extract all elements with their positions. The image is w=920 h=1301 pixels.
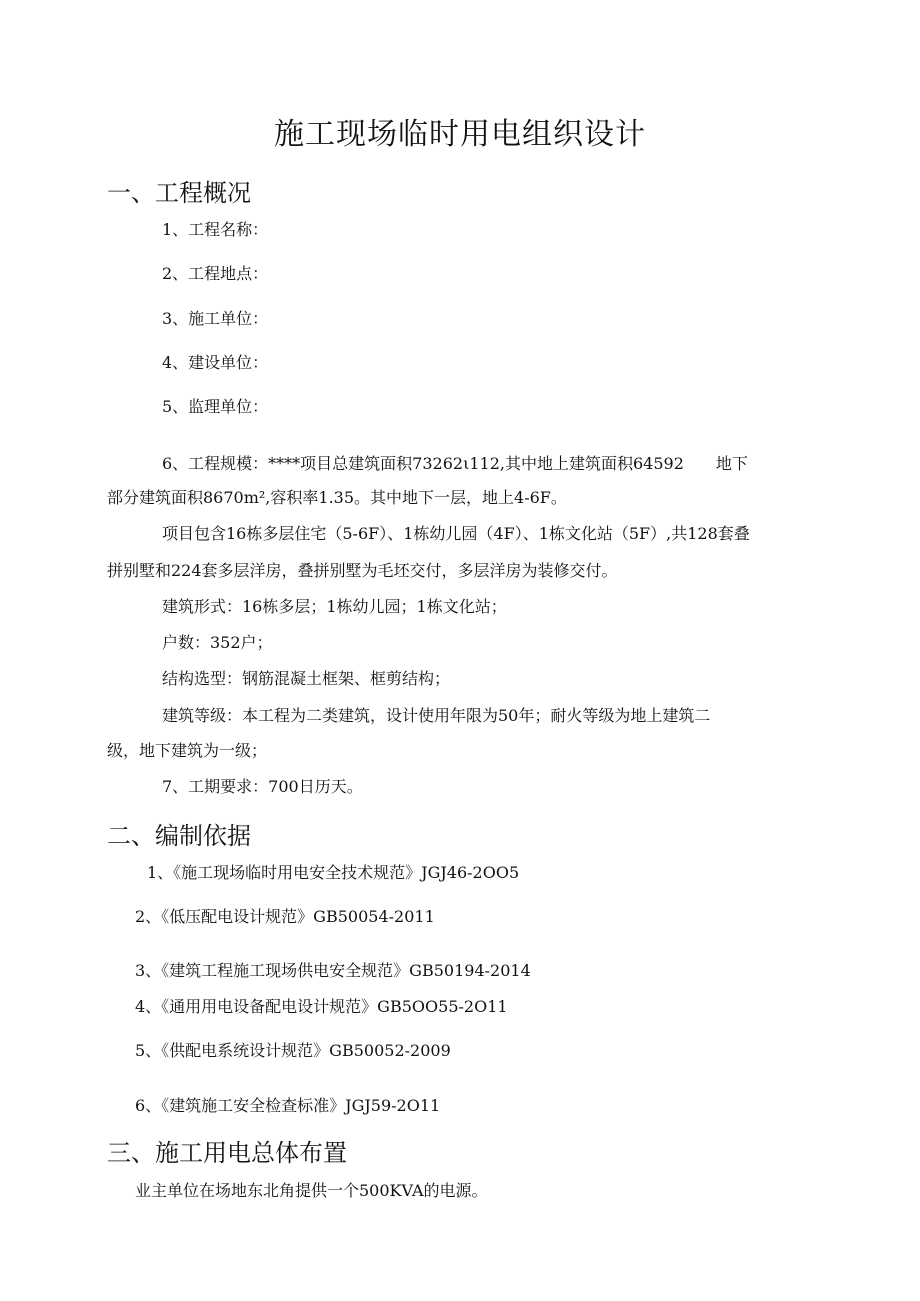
project-location-item: 2、工程地点： (162, 264, 269, 283)
section-2-heading: 二、编制依据 (107, 822, 251, 850)
structure-type: 结构选型：钢筋混凝土框架、框剪结构； (162, 669, 451, 688)
basis-item-4: 4、《通用用电设备配电设计规范》GB5OO55-2O11 (135, 997, 508, 1016)
developer-unit-item: 4、建设单位： (162, 353, 269, 372)
households: 户数：352户； (162, 633, 273, 652)
section-3-heading: 三、施工用电总体布置 (107, 1139, 347, 1167)
construction-unit-item: 3、施工单位： (162, 309, 269, 328)
power-supply-text: 业主单位在场地东北角提供一个500KVA的电源。 (135, 1181, 488, 1200)
building-form: 建筑形式：16栋多层；1栋幼儿园；1栋文化站； (162, 597, 507, 616)
basis-item-1: 1、《施工现场临时用电安全技术规范》JGJ46-2OO5 (147, 863, 520, 882)
project-scale-line-2: 部分建筑面积8670m²,容积率1.35。其中地下一层，地上4-6F。 (107, 488, 567, 507)
section-1-heading: 一、工程概况 (107, 179, 251, 207)
basis-item-6: 6、《建筑施工安全检查标准》JGJ59-2O11 (135, 1096, 441, 1115)
basis-item-2: 2、《低压配电设计规范》GB50054-2011 (135, 907, 435, 926)
basis-item-5: 5、《供配电系统设计规范》GB50052-2009 (135, 1041, 451, 1060)
project-content-line-1: 项目包含16栋多层住宅（5-6F）、1栋幼儿园（4F）、1栋文化站（5F）,共128套叠 (162, 524, 750, 543)
project-scale-line-1: 6、工程规模：****项目总建筑面积73262ι112,其中地上建筑面积64592 地下 (162, 454, 748, 473)
project-content-line-2: 拼别墅和224套多层洋房，叠拼别墅为毛坯交付，多层洋房为装修交付。 (107, 561, 618, 580)
building-grade-line-2: 级，地下建筑为一级； (107, 741, 268, 760)
construction-period: 7、工期要求：700日历天。 (162, 777, 363, 796)
supervision-unit-item: 5、监理单位： (162, 397, 269, 416)
project-name-item: 1、工程名称： (162, 220, 269, 239)
basis-item-3: 3、《建筑工程施工现场供电安全规范》GB50194-2014 (135, 961, 531, 980)
document-title: 施工现场临时用电组织设计 (274, 117, 646, 152)
building-grade-line-1: 建筑等级：本工程为二类建筑，设计使用年限为50年；耐火等级为地上建筑二 (162, 706, 711, 725)
